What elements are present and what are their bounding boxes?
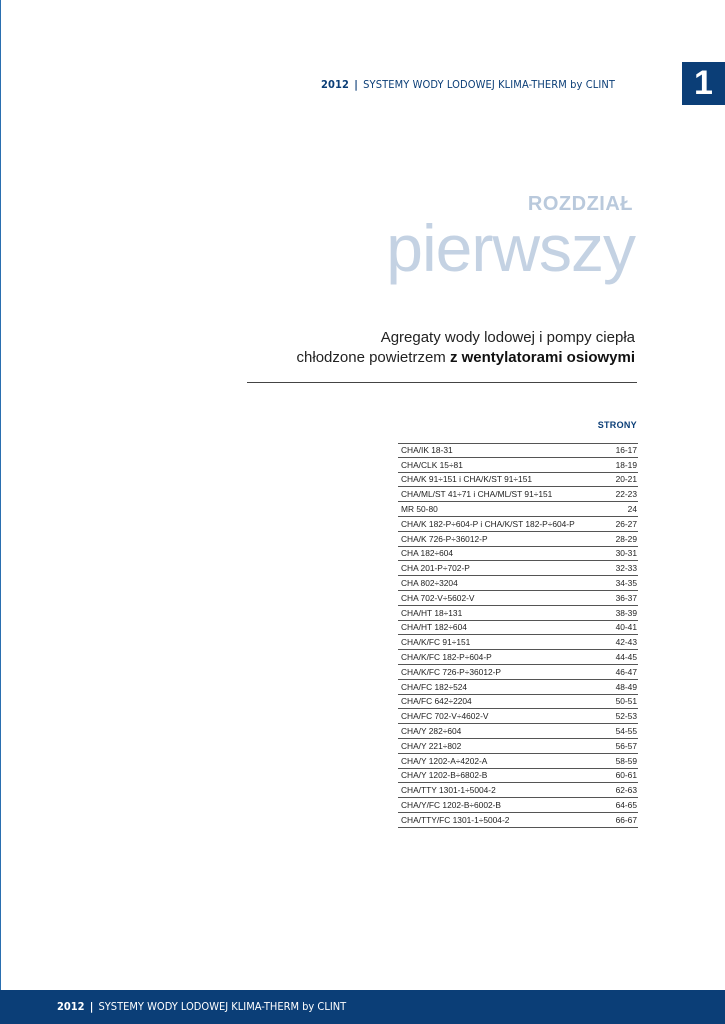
toc-row (398, 724, 638, 739)
toc-item-pages: 46-47 (615, 666, 637, 677)
chapter-name: pierwszy (386, 211, 635, 285)
chapter-label: ROZDZIAŁ (527, 193, 633, 215)
toc-item-name: CHA/Y 1202-B÷6802-B (401, 770, 488, 781)
toc-item-pages: 54-55 (615, 726, 637, 737)
toc-row (398, 606, 638, 621)
subtitle-line-2 (297, 348, 635, 368)
header-title: SYSTEMY WODY LODOWEJ KLIMA-THERM by CLINT (363, 78, 615, 91)
toc-item-pages: 24 (627, 504, 637, 515)
subtitle-divider (247, 382, 637, 383)
toc-item-pages: 42-43 (615, 637, 637, 648)
toc-row (398, 547, 638, 562)
toc-row (398, 473, 638, 488)
toc-item-name: CHA/Y 221÷802 (401, 740, 462, 751)
toc-item-name: CHA 802÷3204 (401, 578, 458, 589)
toc-row (398, 754, 638, 769)
toc-item-name: CHA/K/FC 91÷151 (401, 637, 471, 648)
toc-item-pages: 56-57 (615, 740, 637, 751)
chapter-subtitle (297, 328, 635, 368)
toc-item-pages: 64-65 (615, 800, 637, 811)
toc-item-name: CHA/IK 18-31 (401, 445, 453, 456)
subtitle-line-2-prefix: chłodzone powietrzem (296, 349, 450, 366)
header-separator: | (354, 78, 358, 91)
toc-row (398, 532, 638, 547)
toc-row (398, 695, 638, 710)
toc-item-name: CHA/FC 702-V÷4602-V (401, 711, 489, 722)
toc-row (398, 635, 638, 650)
toc-row (398, 487, 638, 502)
footer-separator: | (89, 1000, 94, 1013)
subtitle-line-1: Agregaty wody lodowej i pompy ciepła (380, 329, 635, 346)
toc-row (398, 813, 638, 828)
running-footer (57, 1000, 346, 1013)
subtitle-line-2-bold: z wentylatorami osiowymi (449, 349, 635, 366)
toc-row (398, 458, 638, 473)
toc-item-name: CHA/HT 18÷131 (401, 607, 463, 618)
toc-item-pages: 16-17 (615, 445, 637, 456)
toc-row (398, 443, 638, 458)
toc-item-name: CHA 201-P÷702-P (401, 563, 470, 574)
toc-item-name: CHA/ML/ST 41÷71 i CHA/ML/ST 91÷151 (401, 489, 553, 500)
toc-item-pages: 30-31 (615, 548, 637, 559)
toc-row (398, 680, 638, 695)
toc-item-name: CHA/K 182-P÷604-P i CHA/K/ST 182-P÷604-P (401, 518, 575, 529)
toc-row (398, 709, 638, 724)
toc-item-pages: 26-27 (615, 518, 637, 529)
footer-year: 2012 (57, 1000, 85, 1013)
toc-item-name: CHA/K/FC 182-P÷604-P (401, 652, 492, 663)
toc-item-name: CHA/K 726-P÷36012-P (401, 533, 488, 544)
toc-row (398, 665, 638, 680)
toc-item-pages: 36-37 (615, 592, 637, 603)
running-header (321, 78, 615, 91)
toc-item-pages: 34-35 (615, 578, 637, 589)
toc-item-name: MR 50-80 (401, 504, 438, 515)
toc-item-name: CHA/Y 282÷604 (401, 726, 462, 737)
toc-row (398, 576, 638, 591)
toc-item-pages: 44-45 (615, 652, 637, 663)
chapter-number-badge: 1 (682, 62, 725, 105)
toc-item-name: CHA/Y 1202-A÷4202-A (401, 755, 488, 766)
toc-item-pages: 66-67 (615, 814, 637, 825)
toc-row (398, 650, 638, 665)
toc-item-pages: 18-19 (615, 459, 637, 470)
toc-item-pages: 32-33 (615, 563, 637, 574)
toc-item-pages: 62-63 (615, 785, 637, 796)
toc-row (398, 561, 638, 576)
toc-item-pages: 38-39 (615, 607, 637, 618)
toc-item-pages: 60-61 (615, 770, 637, 781)
page-edge-rule (0, 0, 1, 990)
toc-item-name: CHA/CLK 15÷81 (401, 459, 463, 470)
toc-item-pages: 52-53 (615, 711, 637, 722)
toc-item-name: CHA/K/FC 726-P÷36012-P (401, 666, 502, 677)
toc-item-pages: 28-29 (615, 533, 637, 544)
toc-item-pages: 22-23 (615, 489, 637, 500)
toc-row (398, 621, 638, 636)
toc-item-name: CHA/FC 182÷524 (401, 681, 468, 692)
footer-title: SYSTEMY WODY LODOWEJ KLIMA-THERM by CLINT (98, 1000, 347, 1013)
toc-item-name: CHA 702-V÷5602-V (401, 592, 475, 603)
header-year: 2012 (321, 78, 349, 91)
toc-row (398, 783, 638, 798)
toc-item-name: CHA/FC 642÷2204 (401, 696, 472, 707)
toc-item-name: CHA/TTY/FC 1301-1÷5004-2 (401, 814, 510, 825)
toc-item-pages: 40-41 (615, 622, 637, 633)
toc-item-name: CHA/HT 182÷604 (401, 622, 467, 633)
toc-row (398, 798, 638, 813)
table-of-contents (398, 443, 638, 828)
toc-item-name: CHA 182÷604 (401, 548, 454, 559)
toc-item-pages: 20-21 (615, 474, 637, 485)
toc-row (398, 769, 638, 784)
toc-item-pages: 48-49 (615, 681, 637, 692)
toc-item-name: CHA/Y/FC 1202-B÷6002-B (401, 800, 502, 811)
toc-item-name: CHA/K 91÷151 i CHA/K/ST 91÷151 (401, 474, 533, 485)
toc-item-pages: 50-51 (615, 696, 637, 707)
toc-row (398, 591, 638, 606)
toc-row (398, 502, 638, 517)
toc-item-name: CHA/TTY 1301-1÷5004-2 (401, 785, 496, 796)
toc-item-pages: 58-59 (615, 755, 637, 766)
toc-pages-heading: STRONY (597, 420, 637, 430)
toc-row (398, 739, 638, 754)
toc-row (398, 517, 638, 532)
